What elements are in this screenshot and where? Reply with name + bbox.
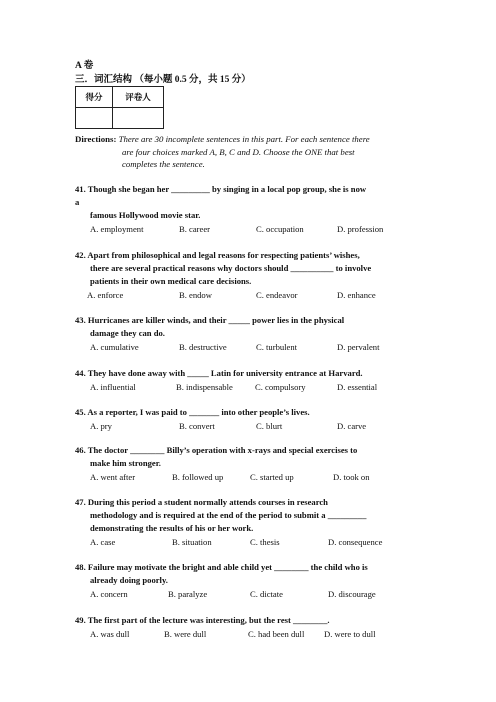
option-c[interactable]: C. started up [250,472,294,482]
option-c[interactable]: C. had been dull [248,629,305,639]
option-b[interactable]: B. situation [172,537,212,547]
option-b[interactable]: B. career [179,224,211,234]
question-stem-cont: methodology and is required at the end of the period to submit a _________ [90,510,367,520]
question-stem-cont: demonstrating the results of his or her work. [90,523,254,533]
question-stem: 46. The doctor ________ Billy’s operation with x-rays and special exercises to [75,445,358,455]
option-c[interactable]: C. turbulent [256,342,298,352]
option-d[interactable]: D. consequence [328,537,383,547]
option-a[interactable]: A. pry [90,421,112,431]
option-a[interactable]: A. influential [90,382,136,392]
option-b[interactable]: B. indispensable [176,382,233,392]
question-stem: 41. Though she began her _________ by singing in a local pop group, she is now [75,184,367,194]
question-stem-cont: make him stronger. [90,458,161,468]
option-a[interactable]: A. cumulative [90,342,139,352]
option-d[interactable]: D. carve [337,421,367,431]
option-a[interactable]: A. employment [90,224,144,234]
option-a[interactable]: A. was dull [90,629,130,639]
option-b[interactable]: B. endow [179,290,212,300]
question-41 [75,183,421,236]
directions-text-3: completes the sentence. [122,159,205,169]
question-44 [75,367,421,394]
directions-text-1: There are 30 incomplete sentences in this part. For each sentence there [118,134,370,144]
option-a[interactable]: A. went after [90,472,136,482]
grader-header: 评卷人 [113,87,164,108]
option-c[interactable]: C. compulsory [255,382,306,392]
option-c[interactable]: C. thesis [250,537,280,547]
question-45 [75,406,421,433]
option-d[interactable]: D. took on [333,472,370,482]
option-d[interactable]: D. essential [337,382,378,392]
option-a[interactable]: A. case [90,537,116,547]
question-42 [75,249,421,302]
directions-label: Directions: [75,134,117,144]
question-47 [75,496,421,549]
option-d[interactable]: D. pervalent [337,342,380,352]
score-table [75,86,164,129]
question-48 [75,561,421,601]
option-d[interactable]: D. discourage [328,589,376,599]
question-43 [75,314,421,354]
score-header: 得分 [76,87,113,108]
option-c[interactable]: C. blurt [256,421,283,431]
option-a[interactable]: A. concern [90,589,128,599]
question-stem-cont: patients in their own medical care decisions. [90,276,252,286]
option-b[interactable]: B. destructive [179,342,227,352]
question-stem: 48. Failure may motivate the bright and able child yet ________ the child who is [75,562,368,572]
question-stem: 44. They have done away with _____ Latin for university entrance at Harvard. [75,368,363,378]
option-c[interactable]: C. endeavor [256,290,298,300]
option-b[interactable]: B. were dull [164,629,207,639]
question-stem-cont: already doing poorly. [90,575,168,585]
grader-cell[interactable] [113,108,164,129]
volume-label: A 卷 [75,61,94,71]
question-stem-cont: famous Hollywood movie star. [90,210,201,220]
question-stem: 43. Hurricanes are killer winds, and their _____ power lies in the physical [75,315,345,325]
option-d[interactable]: D. enhance [337,290,376,300]
question-stem: 49. The first part of the lecture was interesting, but the rest ________. [75,615,330,625]
option-b[interactable]: B. convert [179,421,215,431]
question-49 [75,614,421,641]
question-stem-cont: there are several practical reasons why doctors should __________ to involve [90,263,372,273]
question-stem-cont: damage they can do. [90,328,165,338]
question-stem: 47. During this period a student normally attends courses in research [75,497,328,507]
section-title: 三．词汇结构 （每小题 0.5 分，共 15 分） [75,75,251,85]
option-d[interactable]: D. were to dull [324,629,376,639]
question-46 [75,444,421,484]
question-stem-cont: a [75,197,80,207]
score-cell[interactable] [76,108,113,129]
option-d[interactable]: D. profession [337,224,384,234]
question-stem: 42. Apart from philosophical and legal reasons for respecting patients’ wishes, [75,250,360,260]
option-b[interactable]: B. followed up [172,472,224,482]
option-c[interactable]: C. dictate [250,589,283,599]
option-b[interactable]: B. paralyze [168,589,208,599]
option-c[interactable]: C. occupation [256,224,304,234]
question-stem: 45. As a reporter, I was paid to _______ into other people’s lives. [75,407,310,417]
directions-text-2: are four choices marked A, B, C and D. Choose the ONE that best [122,146,355,157]
option-a[interactable]: A. enforce [87,290,124,300]
directions [75,133,420,171]
